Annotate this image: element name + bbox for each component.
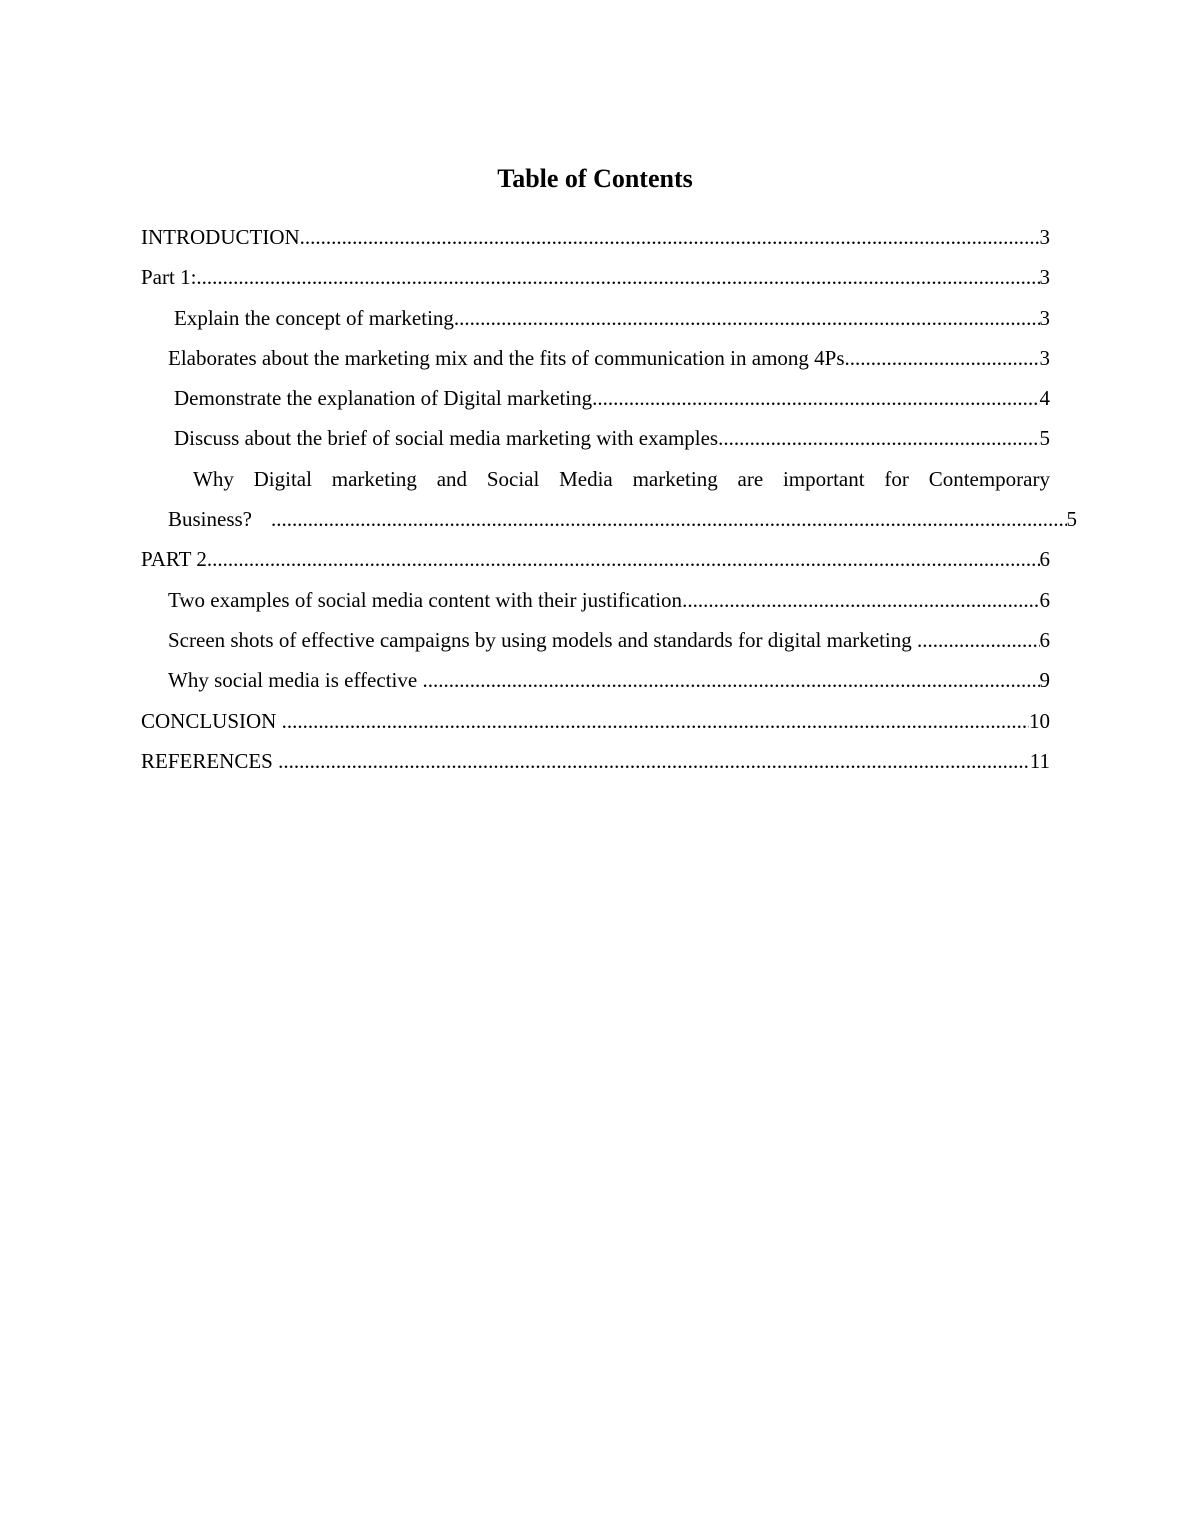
toc-entry-page: 3: [1040, 257, 1051, 297]
toc-entry-page: 10: [1029, 701, 1050, 741]
dot-leader: [278, 741, 1030, 781]
toc-entry-label-line-1: Why Digital marketing and Social Media marketing are important for Contemporary: [193, 466, 1050, 491]
toc-entry-label: Demonstrate the explanation of Digital marketing: [174, 378, 592, 418]
toc-entry-social-media-content-examples[interactable]: [141, 580, 1050, 620]
toc-entry-page: 11: [1030, 741, 1050, 781]
dot-leader: [271, 499, 1067, 539]
dot-leader: [207, 539, 1040, 579]
dot-leader: [422, 660, 1039, 700]
toc-entry-label: PART 2: [141, 539, 207, 579]
toc-entry-page: 6: [1040, 580, 1051, 620]
toc-entry-label: Discuss about the brief of social media marketing with examples: [174, 418, 718, 458]
dot-leader: [592, 378, 1039, 418]
toc-title: Table of Contents: [497, 164, 693, 193]
toc-entry-why-digital-marketing[interactable]: [141, 459, 1077, 540]
table-of-contents: [141, 217, 1077, 781]
toc-entry-concept-of-marketing[interactable]: [141, 298, 1050, 338]
dot-leader: [196, 257, 1039, 297]
toc-entry-page: 9: [1040, 660, 1051, 700]
toc-entry-page: 3: [1040, 298, 1051, 338]
dot-leader: [300, 217, 1040, 257]
dot-leader: [282, 701, 1029, 741]
toc-entry-label: Why social media is effective: [168, 660, 422, 700]
toc-entry-part-1[interactable]: [141, 257, 1050, 297]
toc-entry-screen-shots-campaigns[interactable]: [141, 620, 1050, 660]
dot-leader: [454, 298, 1040, 338]
toc-entry-label: Part 1:: [141, 257, 196, 297]
toc-entry-part-2[interactable]: [141, 539, 1050, 579]
toc-entry-page: 5: [1040, 418, 1051, 458]
toc-entry-label: REFERENCES: [141, 741, 278, 781]
toc-entry-page: 5: [1067, 499, 1078, 539]
dot-leader: [845, 338, 1040, 378]
toc-entry-label-line-2: Business?: [168, 499, 252, 539]
toc-entry-page: 6: [1040, 620, 1051, 660]
toc-entry-why-social-media-effective[interactable]: [141, 660, 1050, 700]
toc-entry-page: 4: [1040, 378, 1051, 418]
toc-entry-label: CONCLUSION: [141, 701, 282, 741]
toc-entry-label: Screen shots of effective campaigns by using models and standards for digital marketing: [168, 620, 917, 660]
toc-entry-page: 6: [1040, 539, 1051, 579]
toc-entry-social-media-marketing[interactable]: [141, 418, 1050, 458]
toc-entry-digital-marketing[interactable]: [141, 378, 1050, 418]
toc-entry-label: Two examples of social media content with their justification: [168, 580, 682, 620]
toc-entry-label: Explain the concept of marketing: [174, 298, 454, 338]
toc-entry-introduction[interactable]: [141, 217, 1050, 257]
toc-entry-label: Elaborates about the marketing mix and the fits of communication in among 4Ps: [168, 338, 845, 378]
toc-entry-references[interactable]: [141, 741, 1050, 781]
toc-entry-conclusion[interactable]: [141, 701, 1050, 741]
toc-entry-page: 3: [1040, 338, 1051, 378]
toc-entry-page: 3: [1040, 217, 1051, 257]
toc-entry-label: INTRODUCTION: [141, 217, 300, 257]
dot-leader: [718, 418, 1039, 458]
dot-leader: [682, 580, 1039, 620]
dot-leader: [917, 620, 1039, 660]
toc-entry-marketing-mix[interactable]: [141, 338, 1050, 378]
